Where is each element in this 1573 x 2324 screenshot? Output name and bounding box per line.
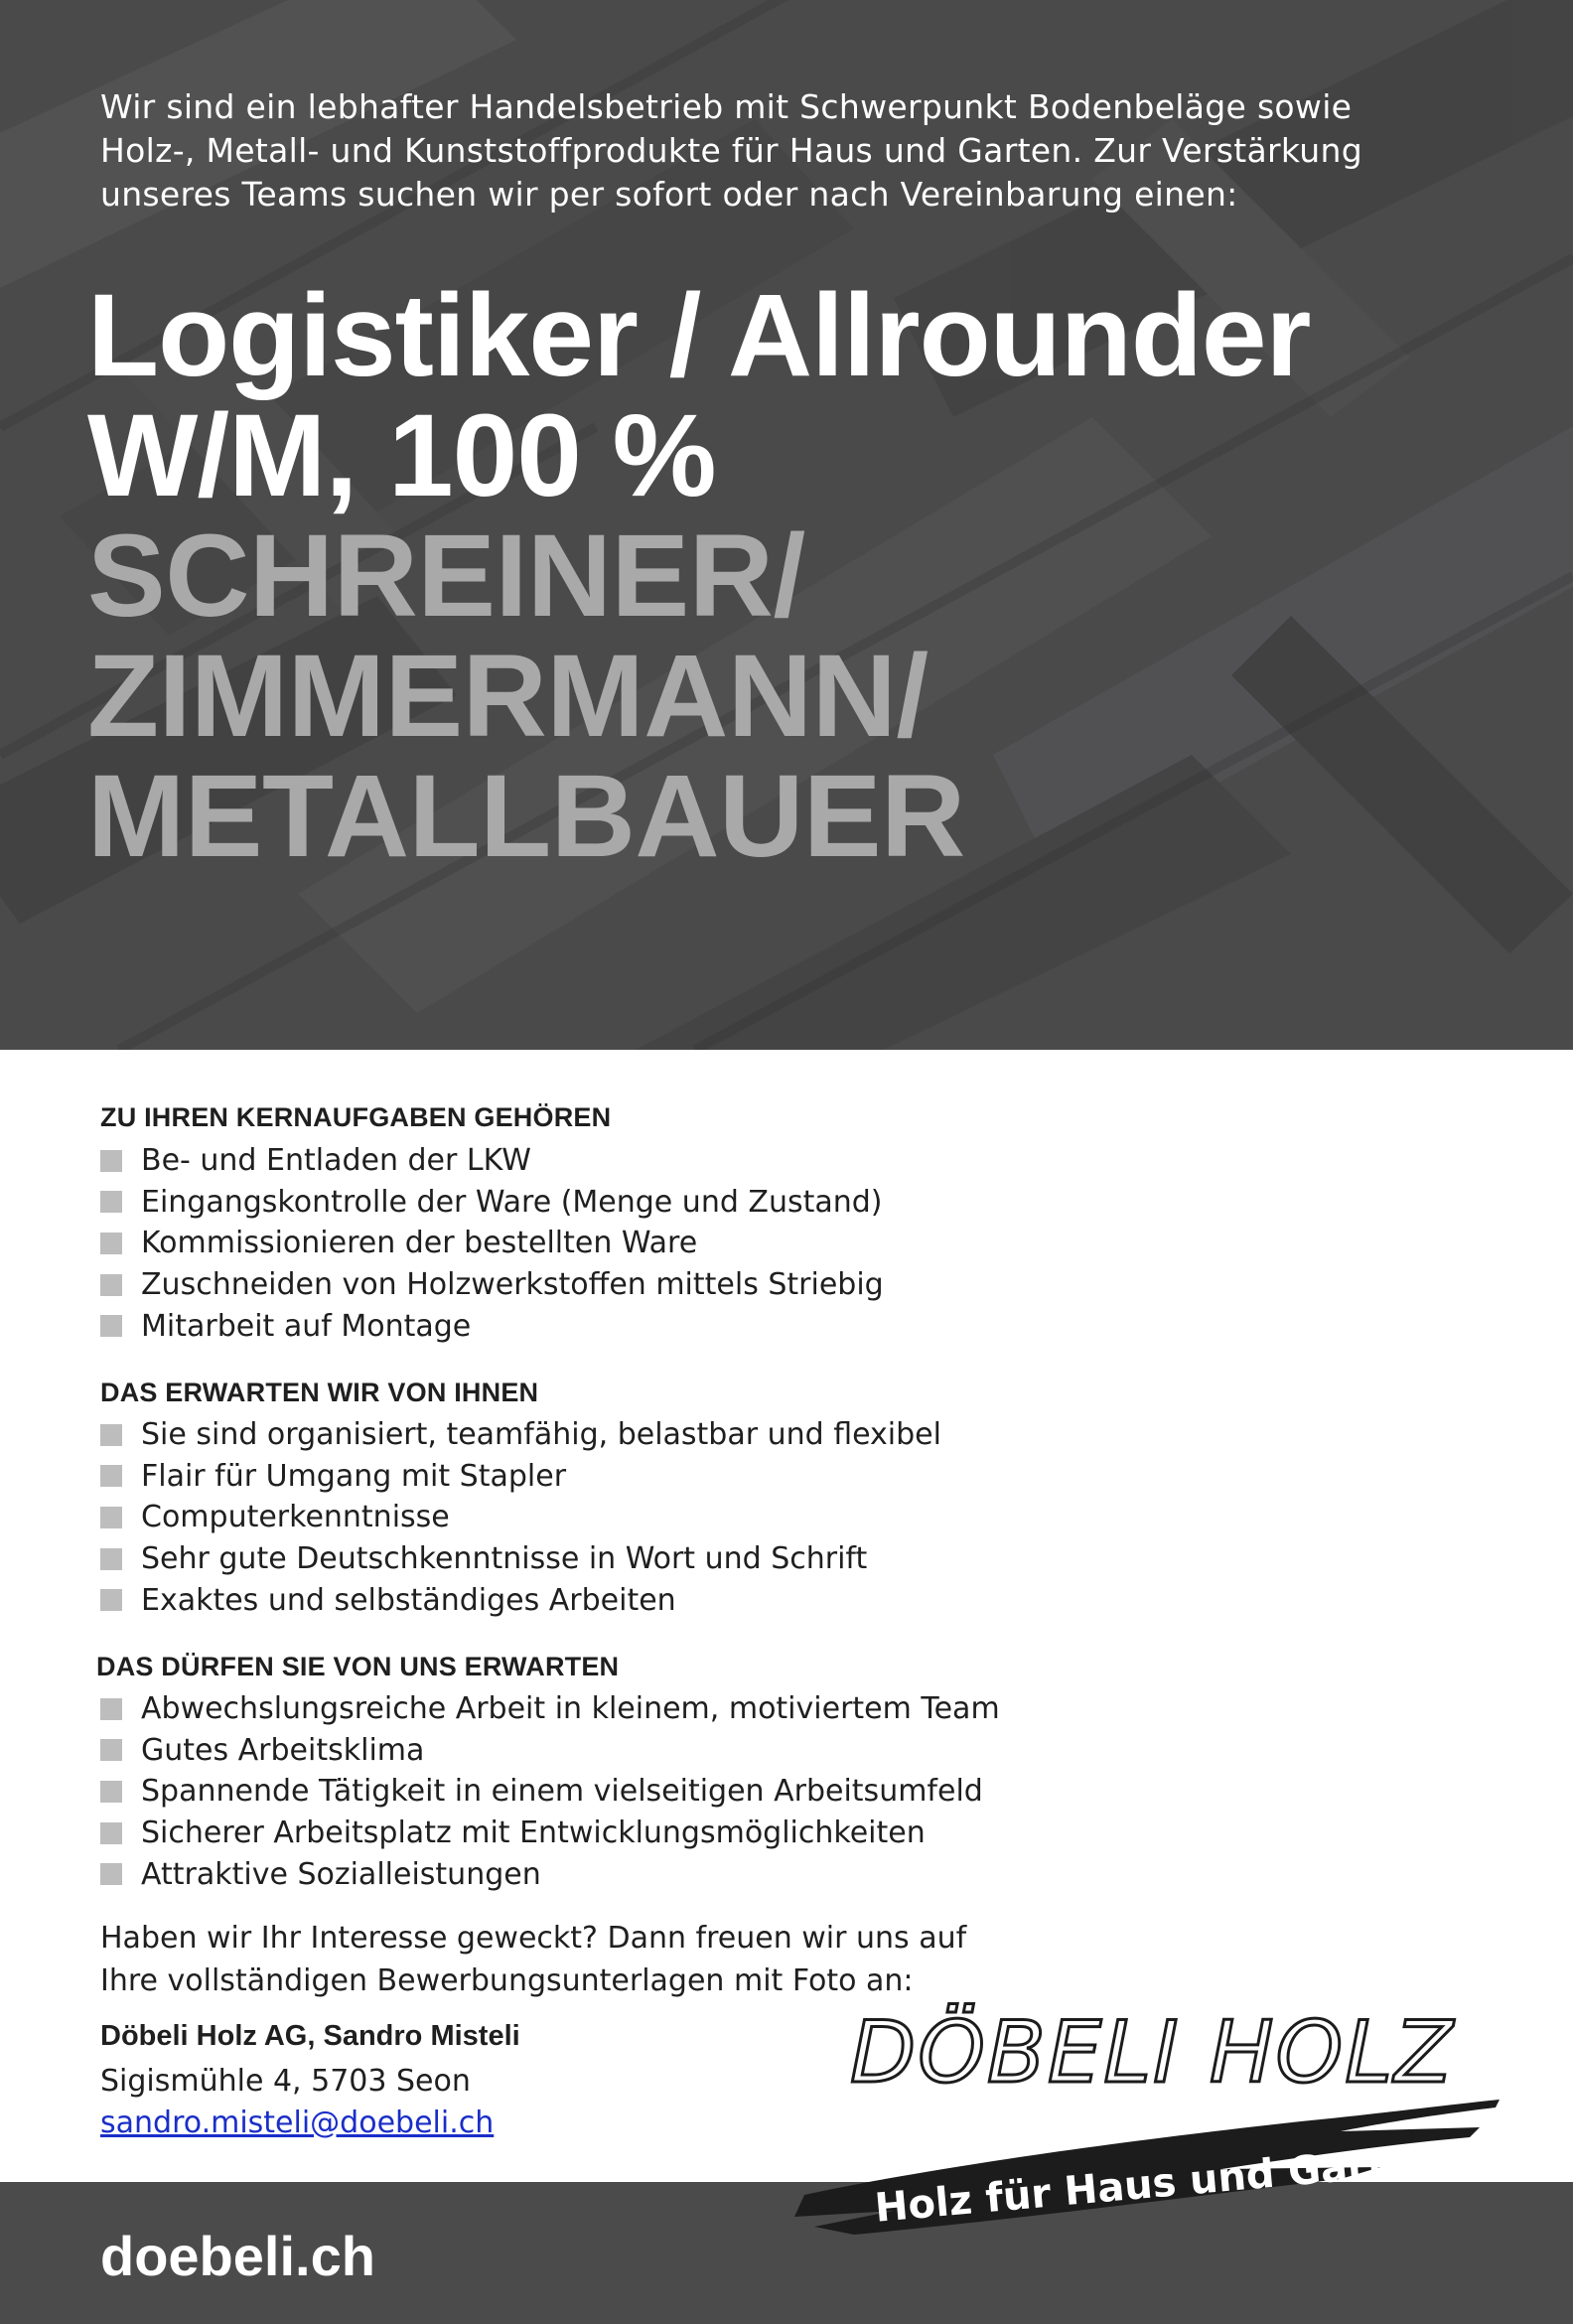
logo-name: DÖBELI HOLZ [850,2003,1456,2103]
square-bullet-icon [100,1274,122,1296]
closing-line: Ihre vollständigen Bewerbungsunterlagen mit Foto an: [100,1963,914,1998]
intro-line: Wir sind ein lebhafter Handelsbetrieb mit Schwerpunkt Bodenbeläge sowie [100,87,1353,126]
list-item: Sicherer Arbeitsplatz mit Entwicklungsmöglichkeiten [100,1813,1000,1854]
profession-line: METALLBAUER [87,751,965,882]
list-item: Mitarbeit auf Montage [100,1305,884,1347]
logo-tagline: Holz für Haus und Garten [873,2136,1443,2232]
job-title-line: W/M, 100 % [87,390,716,521]
square-bullet-icon [100,1822,122,1844]
benefits-list [100,1688,1000,1895]
contact-company: Döbeli Holz AG, Sandro Misteli [100,2020,520,2052]
list-item: Flair für Umgang mit Stapler [100,1456,941,1498]
intro-text [100,85,1491,217]
list-item: Exaktes und selbständiges Arbeiten [100,1579,941,1621]
list-item: Sehr gute Deutschkenntnisse in Wort und Schrift [100,1538,941,1580]
square-bullet-icon [100,1781,122,1803]
task-list [100,1140,884,1347]
list-item: Zuschneiden von Holzwerkstoffen mittels Striebig [100,1264,884,1306]
square-bullet-icon [100,1315,122,1337]
doebeli-holz-logo [785,1996,1509,2245]
section-title-requirements: DAS ERWARTEN WIR VON IHNEN [100,1378,539,1407]
section-title-tasks: ZU IHREN KERNAUFGABEN GEHÖREN [100,1102,612,1132]
closing-text [100,1917,966,2002]
square-bullet-icon [100,1698,122,1720]
job-title [87,270,1311,882]
square-bullet-icon [100,1739,122,1761]
list-item: Eingangskontrolle der Ware (Menge und Zustand) [100,1182,884,1224]
job-title-line: Logistiker / Allrounder [87,270,1311,401]
profession-line: SCHREINER/ [87,510,805,642]
square-bullet-icon [100,1548,122,1570]
square-bullet-icon [100,1150,122,1172]
hero-banner [0,0,1573,1050]
section-title-benefits: DAS DÜRFEN SIE VON UNS ERWARTEN [96,1652,620,1681]
list-item: Gutes Arbeitsklima [100,1730,1000,1772]
square-bullet-icon [100,1465,122,1487]
closing-line: Haben wir Ihr Interesse geweckt? Dann freuen wir uns auf [100,1921,967,1956]
list-item: Spannende Tätigkeit in einem vielseitigen Arbeitsumfeld [100,1771,1000,1813]
square-bullet-icon [100,1863,122,1885]
requirements-list [100,1414,941,1621]
list-item: Be- und Entladen der LKW [100,1140,884,1182]
list-item: Sie sind organisiert, teamfähig, belastbar und flexibel [100,1414,941,1456]
list-item: Attraktive Sozialleistungen [100,1853,1000,1895]
list-item: Computerkenntnisse [100,1497,941,1538]
square-bullet-icon [100,1191,122,1213]
square-bullet-icon [100,1424,122,1446]
square-bullet-icon [100,1233,122,1254]
square-bullet-icon [100,1507,122,1528]
contact-email-link[interactable]: sandro.misteli@doebeli.ch [100,2106,495,2140]
square-bullet-icon [100,1589,122,1611]
list-item: Kommissionieren der bestellten Ware [100,1223,884,1264]
intro-line: Holz-, Metall- und Kunststoffprodukte für Haus und Garten. Zur Verstärkung [100,131,1362,170]
list-item: Abwechslungsreiche Arbeit in kleinem, motiviertem Team [100,1688,1000,1730]
intro-line: unseres Teams suchen wir per sofort oder nach Vereinbarung einen: [100,175,1238,214]
profession-line: ZIMMERMANN/ [87,631,929,762]
contact-address: Sigismühle 4, 5703 Seon [100,2064,471,2099]
website-domain: doebeli.ch [100,2225,375,2287]
